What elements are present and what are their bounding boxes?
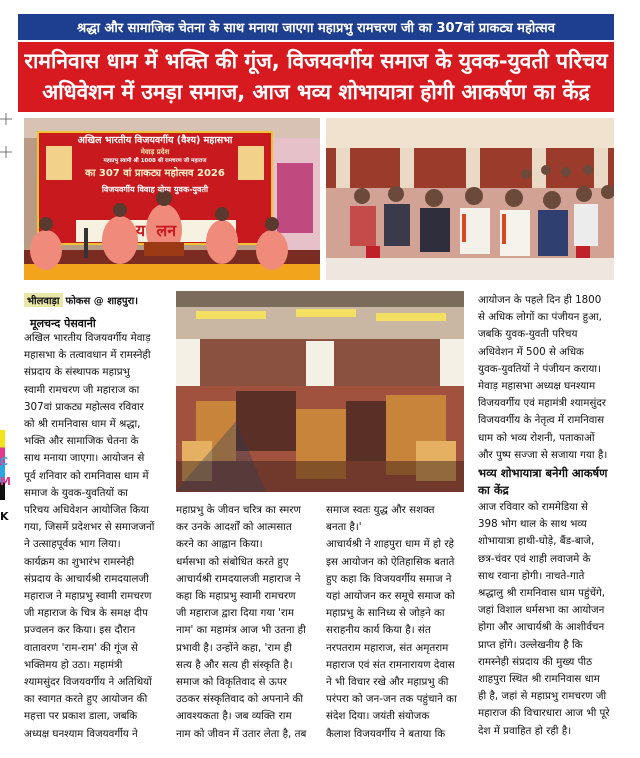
col4-line: होगा और आचार्यश्री के आशीर्वचन <box>478 621 605 634</box>
col1-line: महत्ता पर प्रकाश डाला, जबकि <box>24 710 138 723</box>
col3-line: नरपतराम महाराज, संत अमृतराम <box>326 641 449 654</box>
col3-line: यहां आयोजन कर समूचे समाज को <box>326 590 455 603</box>
col1-line: स्वामी रामचरण जी महाराज का <box>24 383 140 396</box>
kicker-strap <box>18 14 614 40</box>
col3-line: आचार्यश्री ने शाहपुरा धाम में हो रहे <box>326 538 455 551</box>
col1-line: संप्रदाय के संस्थापक महाप्रभु <box>24 366 130 379</box>
headline-line-1: रामनिवास धाम में भक्ति की गूंज, विजयवर्गीय समाज के युवक-युवती परिचय <box>24 49 608 73</box>
col1-line: भक्तिमय हो उठा। महामंत्री <box>24 658 123 671</box>
col4-line: और पुष्प सज्जा से सजाया गया है। <box>478 448 608 461</box>
col4-line: श्रद्धालु श्री रामनिवास धाम पहुंचेंगे, <box>478 587 606 600</box>
col1-line: वातावरण 'राम-राम' की गूंज से <box>24 641 138 654</box>
col1-line: अध्यक्ष घनश्याम विजयवर्गीय ने <box>24 727 138 740</box>
col2-line: करने का आह्वान किया। <box>176 538 263 551</box>
col2-line: सत्य है और सत्य ही संस्कृति है। <box>176 658 293 671</box>
col3-line: बनता है।' <box>326 521 362 534</box>
col1-line: पूर्व शनिवार को रामनिवास धाम में <box>24 469 149 482</box>
col2-line: नाम को जीवन में उतार लेता है, तब <box>176 727 307 740</box>
photo-stage-saints <box>24 118 320 280</box>
col4-line: युवक-युवतियों ने पंजीयन कराया। <box>478 362 601 375</box>
photo-audience-front-row <box>326 118 614 280</box>
col1-line: भक्ति और सामाजिक चेतना के <box>24 435 139 448</box>
banner-line-1: अखिल भारतीय विजयवर्गीय (वैश्य) महासभा <box>77 135 233 146</box>
banner-line-5: विजयवर्गीय विवाह योग्य युवक-युवती <box>101 185 209 194</box>
col1-line: महाराज ने महाप्रभु स्वामी रामचरण <box>24 590 152 603</box>
article-column-3 <box>326 502 466 743</box>
col1-line: साथ मनाया जाएगा। आयोजन से <box>24 452 145 465</box>
col3-line: संदेश दिया। जयंती संयोजक <box>326 710 430 723</box>
col4-line: आयोजन के पहले दिन ही 1800 <box>478 294 602 306</box>
col2-line: महाप्रभु के जीवन चरित्र का स्मरण <box>176 504 301 516</box>
col2-line: नाम' का महामंत्र आज भी उतना ही <box>176 624 306 637</box>
col4-line: देश में प्रवाहित हो रही है। <box>478 724 572 737</box>
col3-line: महाप्रभु के सानिध्य से जोड़ने का <box>326 607 445 620</box>
margin-mark-c: C <box>0 455 9 468</box>
col1-line: गया, जिसमें प्रदेशभर से समाजजनों <box>24 521 155 534</box>
col3-line: ने भी विचार रखे और महाप्रभु की <box>326 676 449 689</box>
article-column-4 <box>478 292 616 740</box>
article-column-1 <box>24 330 171 743</box>
col1-line: 307वां प्राकट्य महोत्सव रविवार <box>24 400 144 413</box>
col2-line: आचार्यश्री रामदयालजी महाराज ने <box>176 572 301 585</box>
dateline-city: भीलवाड़ा <box>24 293 63 307</box>
col1-line: अखिल भारतीय विजयवर्गीय मेवाड़ <box>24 332 151 344</box>
col4-line: छत्र-चंवर एवं शाही लवाजमे के <box>478 552 591 565</box>
col3-line: कैलाश विजयवर्गीय ने बताया कि <box>326 727 446 740</box>
col2-line: कर उनके आदर्शों को आत्मसात <box>176 521 292 534</box>
col1-line: महासभा के तत्वावधान में रामस्नेही <box>24 349 151 362</box>
col3-line: समाज स्वतः युद्ध और सशक्त <box>326 504 435 516</box>
banner-line-4: का 307 वां प्राकट्य महोत्सव 2026 <box>85 168 225 179</box>
col1-line: को श्री रामनिवास धाम में श्रद्धा, <box>24 418 141 431</box>
col2-line: कहा कि महाप्रभु स्वामी रामचरण <box>176 590 296 603</box>
col4-line: शाहपुरा स्थित श्री रामनिवास धाम <box>478 673 600 686</box>
kicker-text: श्रद्धा और सामाजिक चेतना के साथ मनाया जाएगा महाप्रभु रामचरण जी का 307वां प्राकट्य महोत्सव <box>77 21 555 36</box>
crosshair-mark-icon <box>0 112 12 126</box>
subhead-procession <box>478 465 616 499</box>
col1-line: जी महाराज के चित्र के समक्ष दीप <box>24 607 148 620</box>
article-column-2 <box>176 502 318 743</box>
col4-line: जहां विशाल धर्मसभा का आयोजन <box>478 604 605 617</box>
crosshair-mark-icon <box>0 145 12 159</box>
col4-line: साथ रवाना होगी। नाचते-गाते <box>478 569 585 582</box>
col1-line: का स्वागत करते हुए आयोजन की <box>24 693 148 706</box>
col3-line: सराहनीय कार्य किया है। संत <box>326 624 431 637</box>
col2-line: आवश्यकता है। जब व्यक्ति राम <box>176 710 292 723</box>
margin-mark-k: K <box>0 510 9 523</box>
col4-line: धाम को भव्य रोशनी, पताकाओं <box>478 431 595 444</box>
col3-line: महाराज एवं संत रामनारायण देवास <box>326 658 455 671</box>
banner-line-3: महाप्रभु स्वामी श्री 1008 श्री रामचरण जी महाराज <box>103 158 207 164</box>
headline-line-2: अधिवेशन में उमड़ा समाज, आज भव्य शोभायात्रा होगी आकर्षण का केंद्र <box>42 80 590 104</box>
col4-line: प्राप्त होंगे। उल्लेखनीय है कि <box>478 638 583 651</box>
photo-crowded-hall <box>176 291 464 492</box>
subhead-line-2: का केंद्र <box>478 483 509 498</box>
banner-lower-text: य लन <box>135 221 177 240</box>
col2-line: धर्मसभा को संबोधित करते हुए <box>176 555 289 568</box>
col3-line: हुए कहा कि विजयवर्गीय समाज ने <box>326 572 452 585</box>
col4-line: जबकि युवक-युवती परिचय <box>478 328 578 341</box>
col4-line: शोभायात्रा हाथी-घोड़े, बैंड-बाजे, <box>478 535 595 548</box>
col1-line: ने उत्साहपूर्वक भाग लिया। <box>24 538 121 551</box>
col2-line: समाज को विकृतिवाद से ऊपर <box>176 676 287 689</box>
col1-line: श्यामसुंदर विजयवर्गीय ने अतिथियों <box>24 676 152 689</box>
subhead-line-1: भव्य शोभायात्रा बनेगी आकर्षण <box>478 466 608 481</box>
col1-line: परिचय अधिवेशन आयोजित किया <box>24 504 149 517</box>
dateline-desk: फोकस @ शाहपुरा। <box>65 296 139 307</box>
headline <box>18 42 614 112</box>
margin-mark-m: M <box>0 475 11 488</box>
dateline <box>24 292 172 308</box>
col3-line: परंपरा को जन-जन तक पहुंचाने का <box>326 693 457 706</box>
col4-line: विजयवर्गीय एवं महामंत्री श्यामसुंदर <box>478 397 607 410</box>
col4-line: अधिवेशन में 500 से अधिक <box>478 345 584 358</box>
col1-line: प्रज्वलन कर किया। इस दौरान <box>24 624 136 637</box>
banner-text <box>74 134 236 198</box>
byline: मूलचन्द पेसवानी <box>30 317 96 330</box>
col3-line: इस आयोजन को ऐतिहासिक बताते <box>326 555 455 568</box>
col4-line: महाराज की विचारधारा आज भी पूरे <box>478 707 610 720</box>
col2-line: उठकर संस्कृतिवाद को अपनाने की <box>176 693 304 706</box>
col4-line: आज रविवार को राममेडिया से <box>478 501 589 514</box>
col4-line: रामस्नेही संप्रदाय की मुख्य पीठ <box>478 655 593 668</box>
col2-line: प्रभावी है। उन्होंने कहा, 'राम ही <box>176 641 292 654</box>
col1-line: संप्रदाय के आचार्यश्री रामदयालजी <box>24 572 149 585</box>
col1-line: कार्यक्रम का शुभारंभ रामस्नेही <box>24 555 135 568</box>
col4-line: से अधिक लोगों का पंजीयन हुआ, <box>478 311 602 324</box>
col4-line: ही है, जहां से महाप्रभु रामचरण जी <box>478 690 607 703</box>
banner-line-2: मेवाड़ प्रदेश <box>140 148 170 156</box>
col1-line: समाज के युवक-युवतियों का <box>24 486 128 499</box>
col4-line: 398 भोग थाल के साथ भव्य <box>478 518 587 531</box>
col4-line: मेवाड़ महासभा अध्यक्ष घनश्याम <box>478 380 596 393</box>
col2-line: जी महाराज द्वारा दिया गया 'राम <box>176 607 295 620</box>
col4-line: विजयवर्गीय के नेतृत्व में रामनिवास <box>478 414 605 427</box>
